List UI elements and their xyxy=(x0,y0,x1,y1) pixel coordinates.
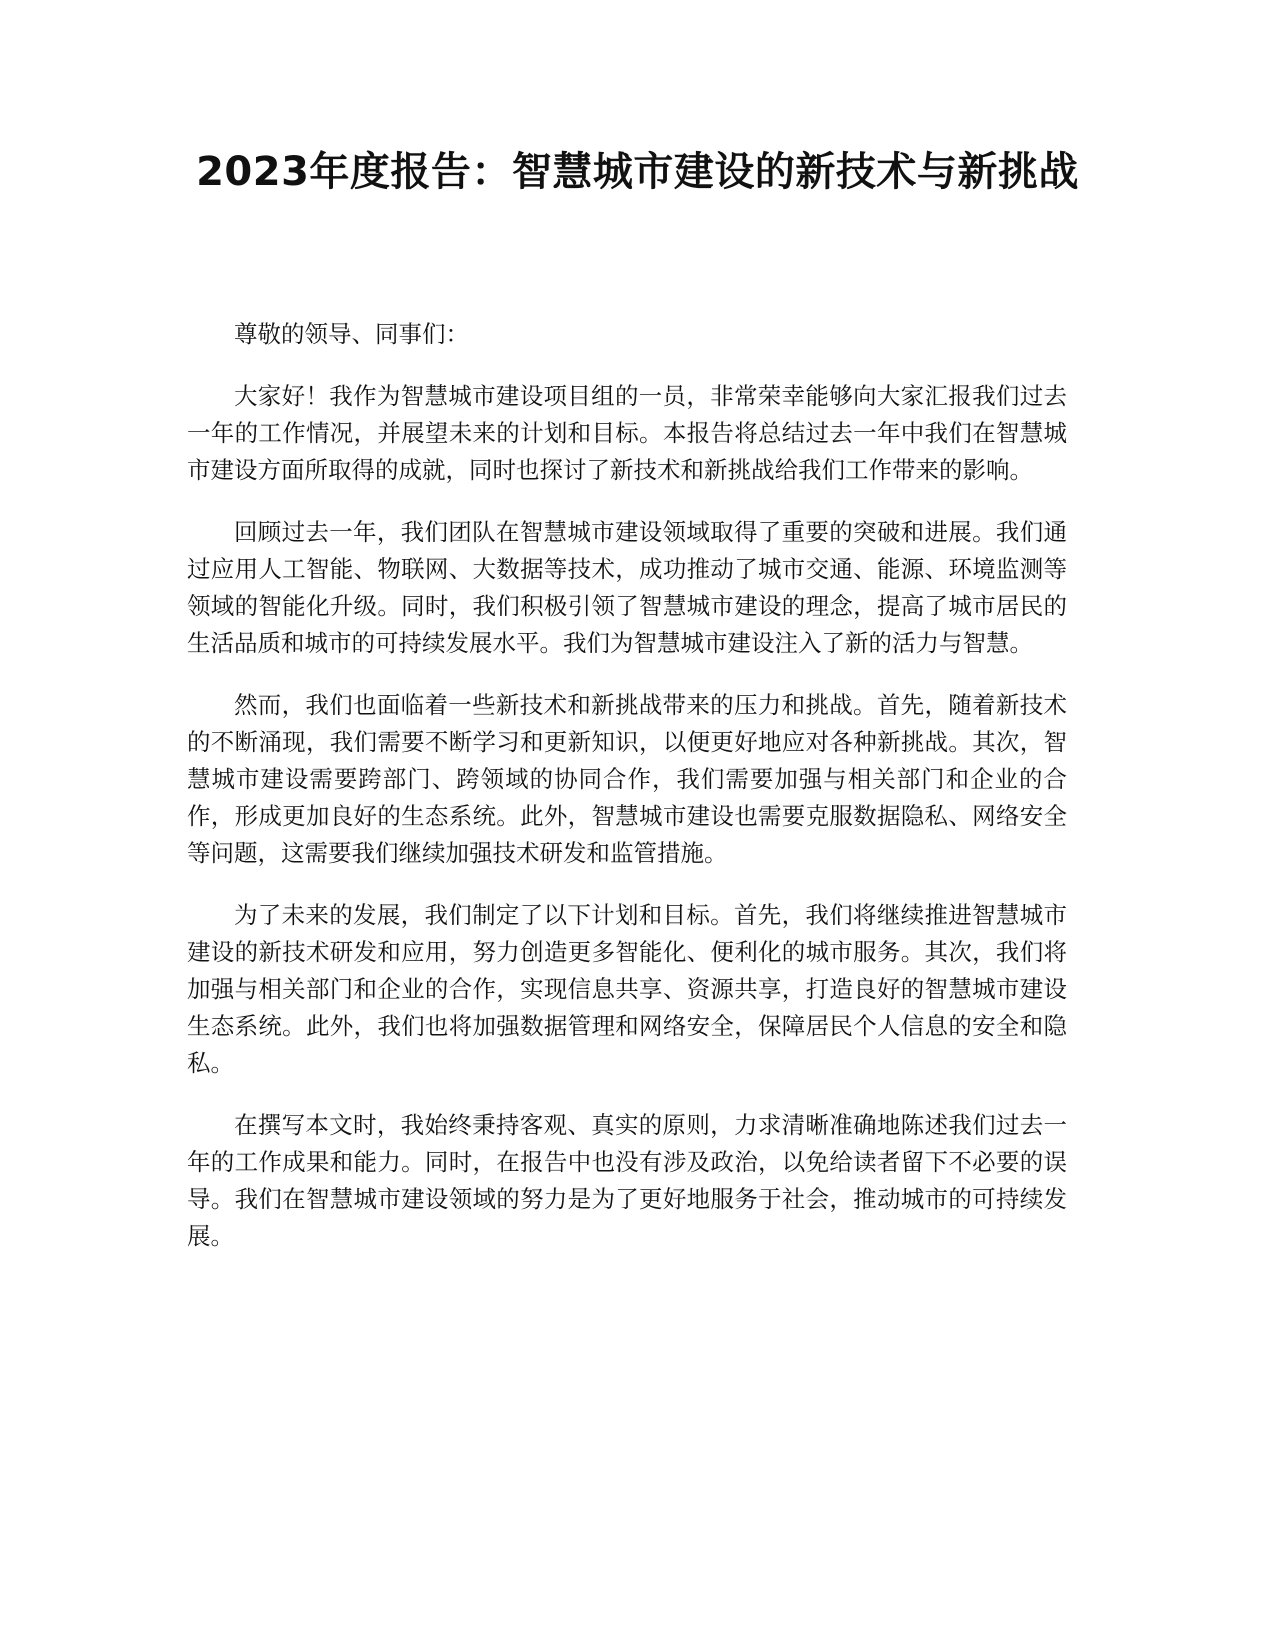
salutation: 尊敬的领导、同事们： xyxy=(234,320,469,348)
document-body xyxy=(187,316,1067,1280)
page-title: 2023年度报告：智慧城市建设的新技术与新挑战 xyxy=(196,149,1079,195)
paragraph-closing: 在撰写本文时，我始终秉持客观、真实的原则，力求清晰准确地陈述我们过去一年的工作成果和能力。同时，在报告中也没有涉及政治，以免给读者留下不必要的误导。我们在智慧城市建设领域的努力是为了更好地服务于社会，推动城市的可持续发展。 xyxy=(187,1111,1067,1250)
paragraph-plans: 为了未来的发展，我们制定了以下计划和目标。首先，我们将继续推进智慧城市建设的新技术研发和应用，努力创造更多智能化、便利化的城市服务。其次，我们将加强与相关部门和企业的合作，实现信息共享、资源共享，打造良好的智慧城市建设生态系统。此外，我们也将加强数据管理和网络安全，保障居民个人信息的安全和隐私。 xyxy=(187,901,1067,1077)
paragraph-intro: 大家好！我作为智慧城市建设项目组的一员，非常荣幸能够向大家汇报我们过去一年的工作情况，并展望未来的计划和目标。本报告将总结过去一年中我们在智慧城市建设方面所取得的成就，同时也探讨了新技术和新挑战给我们工作带来的影响。 xyxy=(187,382,1067,484)
paragraph-challenges: 然而，我们也面临着一些新技术和新挑战带来的压力和挑战。首先，随着新技术的不断涌现，我们需要不断学习和更新知识，以便更好地应对各种新挑战。其次，智慧城市建设需要跨部门、跨领域的协同合作，我们需要加强与相关部门和企业的合作，形成更加良好的生态系统。此外，智慧城市建设也需要克服数据隐私、网络安全等问题，这需要我们继续加强技术研发和监管措施。 xyxy=(187,691,1067,867)
paragraph-review: 回顾过去一年，我们团队在智慧城市建设领域取得了重要的突破和进展。我们通过应用人工智能、物联网、大数据等技术，成功推动了城市交通、能源、环境监测等领域的智能化升级。同时，我们积极引领了智慧城市建设的理念，提高了城市居民的生活品质和城市的可持续发展水平。我们为智慧城市建设注入了新的活力与智慧。 xyxy=(187,518,1067,657)
